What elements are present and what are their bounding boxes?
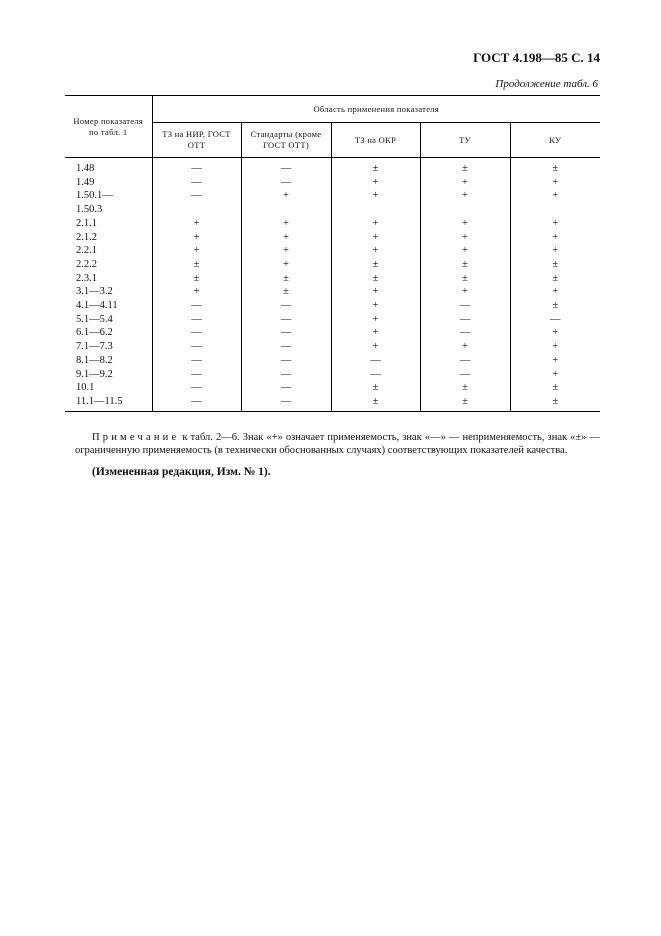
applicability-cell: — xyxy=(152,299,241,313)
applicability-cell: — xyxy=(152,395,241,411)
applicability-cell xyxy=(331,203,420,217)
applicability-cell: ± xyxy=(331,272,420,286)
applicability-cell: — xyxy=(241,381,331,395)
col-header-standards: Стандарты (кроме ГОСТ ОТТ) xyxy=(241,123,331,158)
table-body xyxy=(65,158,600,412)
applicability-cell: — xyxy=(152,189,241,203)
applicability-cell: + xyxy=(241,217,331,231)
applicability-cell: — xyxy=(152,158,241,176)
applicability-cell: + xyxy=(420,231,510,245)
row-indicator-number: 2.1.1 xyxy=(65,217,152,231)
table-row xyxy=(65,272,600,286)
page-header: ГОСТ 4.198—85 С. 14 xyxy=(473,50,600,65)
applicability-cell: — xyxy=(241,158,331,176)
row-indicator-number: 11.1—11.5 xyxy=(65,395,152,411)
table-row xyxy=(65,381,600,395)
applicability-cell: ± xyxy=(552,382,559,394)
applicability-cell: ± xyxy=(241,285,331,299)
table-row xyxy=(65,258,600,272)
note-text: к табл. 2—6. Знак «+» означает применяемость, знак «—» — неприменяемость, знак «±» — ограниченную применяемость (в технически обоснованных случаях) соответствующих показателей качества. xyxy=(75,431,600,456)
applicability-cell: ± xyxy=(552,300,559,312)
applicability-cell: ± xyxy=(331,258,420,272)
table-row xyxy=(65,299,600,313)
applicability-cell: ± xyxy=(331,158,420,176)
applicability-cell: — xyxy=(331,354,420,368)
applicability-cell: — xyxy=(550,313,561,325)
row-indicator-number: 5.1—5.4 xyxy=(65,313,152,327)
applicability-cell xyxy=(510,203,600,217)
applicability-cell: — xyxy=(241,354,331,368)
applicability-cell: + xyxy=(552,217,559,229)
applicability-cell: + xyxy=(331,231,420,245)
applicability-cell: + xyxy=(331,326,420,340)
applicability-cell: + xyxy=(331,217,420,231)
applicability-cell: + xyxy=(331,189,420,203)
table-row xyxy=(65,176,600,190)
row-indicator-number: 9.1—9.2 xyxy=(65,368,152,382)
applicability-cell: — xyxy=(241,368,331,382)
row-indicator-number: 8.1—8.2 xyxy=(65,354,152,368)
applicability-cell: ± xyxy=(420,272,510,286)
applicability-cell xyxy=(241,203,331,217)
row-indicator-number: 2.2.1 xyxy=(65,244,152,258)
applicability-cell: + xyxy=(331,299,420,313)
applicability-cell: ± xyxy=(152,272,241,286)
applicability-cell: + xyxy=(552,354,559,366)
applicability-cell: — xyxy=(420,368,510,382)
col-header-indicator-number: Номер показателя по табл. 1 xyxy=(65,96,152,158)
applicability-cell: ± xyxy=(152,258,241,272)
group-header-application-area: Область применения показателя xyxy=(152,96,600,123)
table-row xyxy=(65,189,600,203)
applicability-cell: + xyxy=(152,285,241,299)
col-header-tz-nir: ТЗ на НИР, ГОСТ ОТТ xyxy=(152,123,241,158)
applicability-cell: ± xyxy=(331,395,420,411)
row-indicator-number: 6.1—6.2 xyxy=(65,326,152,340)
table-row xyxy=(65,326,600,340)
applicability-cell: ± xyxy=(552,258,559,270)
note-label: Примечание xyxy=(92,431,180,443)
table-row xyxy=(65,313,600,327)
row-indicator-number: 2.2.2 xyxy=(65,258,152,272)
table-continuation-label: Продолжение табл. 6 xyxy=(495,78,598,90)
table-row xyxy=(65,244,600,258)
table-row xyxy=(65,395,600,411)
table-row xyxy=(65,285,600,299)
applicability-cell: — xyxy=(241,395,331,411)
applicability-cell: + xyxy=(552,368,559,380)
table-row xyxy=(65,158,600,176)
applicability-cell: + xyxy=(241,189,331,203)
applicability-cell: + xyxy=(552,176,559,188)
applicability-table xyxy=(65,95,600,412)
table-row xyxy=(65,340,600,354)
applicability-cell: + xyxy=(420,285,510,299)
row-indicator-number: 4.1—4.11 xyxy=(65,299,152,313)
applicability-cell: + xyxy=(420,189,510,203)
applicability-cell: — xyxy=(152,313,241,327)
applicability-cell: — xyxy=(152,368,241,382)
applicability-cell: + xyxy=(331,244,420,258)
applicability-cell: — xyxy=(420,326,510,340)
applicability-cell: + xyxy=(552,231,559,243)
applicability-cell: + xyxy=(152,244,241,258)
applicability-cell: + xyxy=(331,285,420,299)
applicability-cell: ± xyxy=(241,272,331,286)
applicability-cell: — xyxy=(241,313,331,327)
row-indicator-number: 1.49 xyxy=(65,176,152,190)
applicability-cell: + xyxy=(331,340,420,354)
applicability-cell: + xyxy=(420,176,510,190)
row-indicator-number: 7.1—7.3 xyxy=(65,340,152,354)
applicability-cell: + xyxy=(552,327,559,339)
applicability-cell: — xyxy=(152,326,241,340)
applicability-cell: ± xyxy=(331,381,420,395)
applicability-cell: — xyxy=(420,313,510,327)
row-indicator-number: 2.3.1 xyxy=(65,272,152,286)
row-indicator-number: 1.50.1— xyxy=(65,189,152,203)
applicability-cell: + xyxy=(552,286,559,298)
applicability-cell: ± xyxy=(420,258,510,272)
applicability-cell: ± xyxy=(420,395,510,411)
applicability-cell: + xyxy=(241,258,331,272)
table-row xyxy=(65,354,600,368)
row-indicator-number: 3.1—3.2 xyxy=(65,285,152,299)
applicability-cell: + xyxy=(331,176,420,190)
applicability-cell: — xyxy=(241,340,331,354)
applicability-cell: ± xyxy=(420,381,510,395)
applicability-cell: ± xyxy=(510,395,600,411)
col-header-ku: КУ xyxy=(510,123,600,158)
table-note xyxy=(75,431,600,457)
applicability-cell: — xyxy=(241,176,331,190)
amendment-note: (Измененная редакция, Изм. № 1). xyxy=(92,466,271,478)
applicability-cell: + xyxy=(552,190,559,202)
applicability-cell: + xyxy=(552,341,559,353)
row-indicator-number: 10.1 xyxy=(65,381,152,395)
applicability-cell: — xyxy=(331,368,420,382)
applicability-cell: — xyxy=(420,299,510,313)
applicability-cell: — xyxy=(152,340,241,354)
row-indicator-number: 2.1.2 xyxy=(65,231,152,245)
applicability-cell: + xyxy=(241,244,331,258)
applicability-cell xyxy=(420,203,510,217)
applicability-cell: — xyxy=(152,381,241,395)
applicability-cell: — xyxy=(241,326,331,340)
applicability-cell: + xyxy=(420,217,510,231)
applicability-cell: — xyxy=(241,299,331,313)
applicability-cell: — xyxy=(152,176,241,190)
applicability-cell: + xyxy=(420,244,510,258)
applicability-cell: ± xyxy=(552,163,559,174)
table-row xyxy=(65,217,600,231)
table-row xyxy=(65,203,600,217)
applicability-cell: + xyxy=(420,340,510,354)
applicability-cell: + xyxy=(152,217,241,231)
applicability-cell: + xyxy=(241,231,331,245)
applicability-cell: ± xyxy=(420,158,510,176)
applicability-cell: — xyxy=(152,354,241,368)
table-row xyxy=(65,368,600,382)
applicability-cell xyxy=(152,203,241,217)
applicability-cell: — xyxy=(420,354,510,368)
applicability-cell: + xyxy=(331,313,420,327)
table-row xyxy=(65,231,600,245)
col-header-tz-okr: ТЗ на ОКР xyxy=(331,123,420,158)
applicability-cell: ± xyxy=(552,272,559,284)
applicability-cell: + xyxy=(152,231,241,245)
applicability-cell: + xyxy=(552,245,559,257)
row-indicator-number: 1.48 xyxy=(65,158,152,176)
col-header-tu: ТУ xyxy=(420,123,510,158)
row-indicator-number: 1.50.3 xyxy=(65,203,152,217)
